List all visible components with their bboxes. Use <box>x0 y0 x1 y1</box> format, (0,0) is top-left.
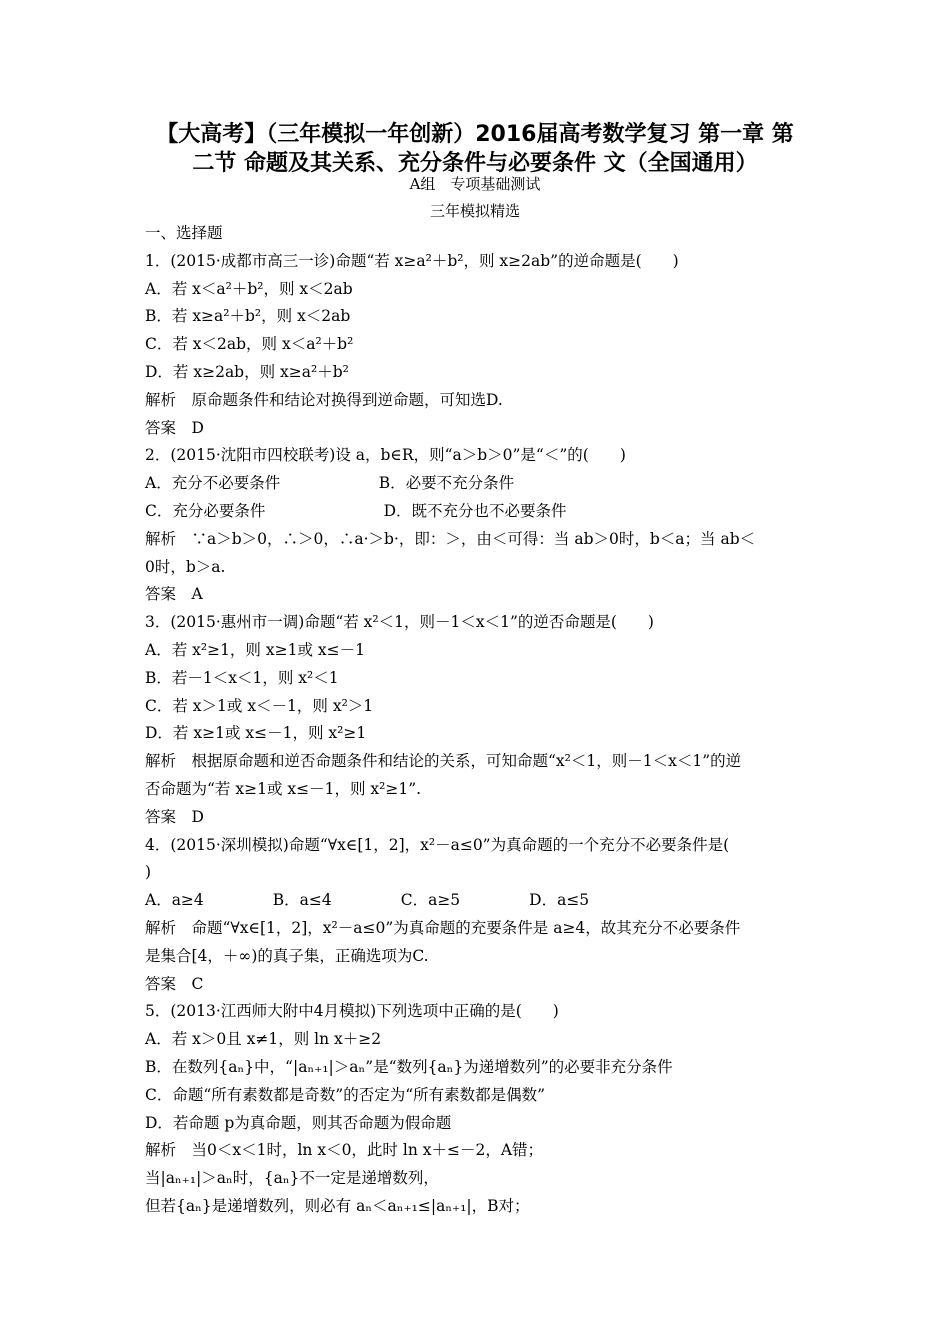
text-line: D．若 x≥2ab，则 x≥a²＋b² <box>145 363 349 381</box>
text-line: 2．(2015·沈阳市四校联考)设 a，b∈R，则“a＞b＞0”是“＜”的( ) <box>145 446 626 465</box>
text-line: B．在数列{aₙ}中，“|aₙ₊₁|＞aₙ”是“数列{aₙ}为递增数列”的必要非充分条件 <box>145 1058 673 1076</box>
text-line: 3．(2015·惠州市一调)命题“若 x²＜1，则－1＜x＜1”的逆否命题是( ) <box>145 613 654 632</box>
text-line: A．充分不必要条件 B．必要不充分条件 <box>145 474 515 493</box>
text-line: A．a≥4 B．a≤4 C．a≥5 D．a≤5 <box>145 891 590 910</box>
text-line: 一、选择题 <box>145 224 223 242</box>
title-line-2: 二节 命题及其关系、充分条件与必要条件 文（全国通用） <box>192 151 758 176</box>
text-line: 解析 ∵a＞b＞0，∴＞0，∴a·＞b·，即：＞，由＜可得：当 ab＞0时，b＜a；当 ab＜ <box>145 529 756 548</box>
text-line: 是集合[4，＋∞)的真子集，正确选项为C. <box>145 946 429 965</box>
title-line-1: 【大高考】（三年模拟一年创新）2016届高考数学复习 第一章 第 <box>156 122 794 147</box>
text-line: C．命题“所有素数都是奇数”的否定为“所有素数都是偶数” <box>145 1085 546 1104</box>
text-line: C．若 x＜2ab，则 x＜a²＋b² <box>145 335 354 354</box>
text-line: C．若 x＞1或 x＜－1，则 x²＞1 <box>145 696 374 715</box>
text-line: 0时，b＞a. <box>145 557 226 576</box>
text-line: 否命题为“若 x≥1或 x≤－1，则 x²≥1”. <box>145 780 422 798</box>
text-line: 1．(2015·成都市高三一诊)命题“若 x≥a²＋b²，则 x≥2ab”的逆命题是( ) <box>145 251 679 270</box>
text-line: 当|aₙ₊₁|＞aₙ时，{aₙ}不一定是递增数列， <box>145 1169 439 1188</box>
text-line: 但若{aₙ}是递增数列，则必有 aₙ＜aₙ₊₁≤|aₙ₊₁|，B对； <box>145 1197 530 1215</box>
group-heading: A组 专项基础测试 <box>409 175 541 193</box>
text-line: 答案 A <box>145 585 203 604</box>
text-line: 解析 原命题条件和结论对换得到逆命题，可知选D. <box>145 390 503 409</box>
text-line: 4．(2015·深圳模拟)命题“∀x∈[1，2]，x²－a≤0”为真命题的一个充分不必要条件是( <box>145 835 730 854</box>
document-title <box>125 120 825 178</box>
text-line: C．充分必要条件 D．既不充分也不必要条件 <box>145 502 567 520</box>
text-line: ) <box>145 863 152 882</box>
text-line: A．若 x²≥1，则 x≥1或 x≤－1 <box>145 641 365 659</box>
text-line: 解析 根据原命题和逆否命题条件和结论的关系，可知命题“x²＜1，则－1＜x＜1”的逆 <box>145 752 742 771</box>
text-line: 解析 当0＜x＜1时，ln x＜0，此时 ln x＋≤－2，A错； <box>145 1141 544 1160</box>
text-line: 答案 D <box>145 807 204 826</box>
text-line: A．若 x＞0且 x≠1，则 ln x＋≥2 <box>145 1030 382 1049</box>
text-line: A．若 x＜a²＋b²，则 x＜2ab <box>145 279 353 298</box>
text-line: D．若命题 p为真命题，则其否命题为假命题 <box>145 1113 452 1132</box>
text-line: 解析 命题“∀x∈[1，2]，x²－a≤0”为真命题的充要条件是 a≥4，故其充分不必要条件 <box>145 919 741 937</box>
text-line: B．若－1＜x＜1，则 x²＜1 <box>145 668 339 687</box>
subgroup-heading: 三年模拟精选 <box>429 202 520 220</box>
text-line: 答案 C <box>145 974 204 993</box>
text-line: B．若 x≥a²＋b²，则 x＜2ab <box>145 307 351 326</box>
text-line: D．若 x≥1或 x≤－1，则 x²≥1 <box>145 724 367 743</box>
text-line: 答案 D <box>145 418 204 437</box>
text-line: 5．(2013·江西师大附中4月模拟)下列选项中正确的是( ) <box>145 1002 559 1021</box>
